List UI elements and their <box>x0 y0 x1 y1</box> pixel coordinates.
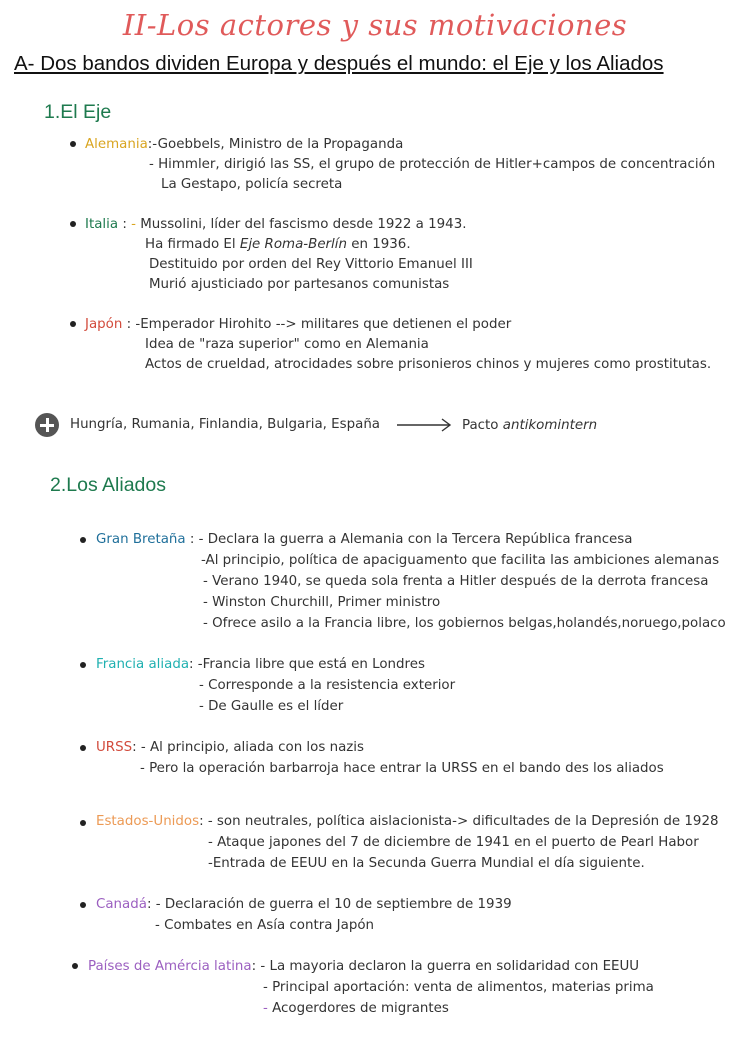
country-label-latam: Países de Amércia latina <box>88 959 252 974</box>
bullet <box>80 745 86 751</box>
item-text: : - Declara la guerra a Alemania con la Tercera República francesa <box>185 532 633 547</box>
plus-circle-icon <box>35 413 59 437</box>
page-subtitle: A- Dos bandos dividen Europa y después el mundo: el Eje y los Aliados <box>14 52 664 75</box>
item-text-italic: Eje Roma-Berlín <box>239 237 347 252</box>
item-text: : - La mayoria declaron la guerra en solidaridad con EEUU <box>251 959 640 974</box>
list-item-italia <box>85 215 466 235</box>
item-text: Acogerdores de migrantes <box>272 1001 449 1016</box>
extra-countries: Hungría, Rumania, Finlandia, Bulgaria, España <box>70 417 381 432</box>
item-text: - Verano 1940, se queda sola frenta a Hitler después de la derrota francesa <box>203 574 709 589</box>
bullet <box>80 662 86 668</box>
bullet <box>80 902 86 908</box>
list-item-canada <box>96 895 512 915</box>
bullet <box>80 820 86 826</box>
item-text: :-Goebbels, Ministro de la Propaganda <box>147 137 404 152</box>
bullet <box>70 321 76 327</box>
country-label-japon: Japón <box>85 317 123 332</box>
section-heading-aliados: 2.Los Aliados <box>50 474 167 496</box>
list-item-eeuu <box>96 812 718 832</box>
item-text: - Pero la operación barbarroja hace entrar la URSS en el bando des los aliados <box>140 761 664 776</box>
item-text: en 1936. <box>347 237 411 252</box>
item-text: La Gestapo, policía secreta <box>161 177 343 192</box>
item-text: -Al principio, política de apaciguamento que facilita las ambiciones alemanas <box>201 553 720 568</box>
item-text: : - son neutrales, política aislacionista-> dificultades de la Depresión de 1928 <box>199 814 719 829</box>
item-text: - Ataque japones del 7 de diciembre de 1941 en el puerto de Pearl Habor <box>208 835 699 850</box>
item-text: Murió ajusticiado por partesanos comunistas <box>149 277 450 292</box>
list-item-urss <box>96 738 364 758</box>
list-item-latam <box>88 957 639 977</box>
pact-name: antikomintern <box>502 418 598 433</box>
item-text: - Ofrece asilo a la Francia libre, los gobiernos belgas,holandés,noruego,polaco <box>203 616 726 631</box>
item-text: - Winston Churchill, Primer ministro <box>203 595 441 610</box>
item-text: : <box>118 217 132 232</box>
country-label-alemania: Alemania <box>85 137 148 152</box>
item-text: : - Declaración de guerra el 10 de septiembre de 1939 <box>146 897 512 912</box>
item-text <box>263 999 449 1019</box>
item-text: - De Gaulle es el líder <box>199 699 344 714</box>
list-item-alemania <box>85 135 403 155</box>
pact-text <box>462 416 597 436</box>
item-text: : -Emperador Hirohito --> militares que detienen el poder <box>122 317 512 332</box>
item-text: - Principal aportación: venta de alimentos, materias prima <box>263 980 654 995</box>
item-text: Actos de crueldad, atrocidades sobre prisonieros chinos y mujeres como prostitutas. <box>145 357 712 372</box>
list-item-japon <box>85 315 511 335</box>
item-text: Idea de "raza superior" como en Alemania <box>145 337 429 352</box>
item-text: - Corresponde a la resistencia exterior <box>199 678 456 693</box>
item-text: -Entrada de EEUU en la Secunda Guerra Mundial el día siguiente. <box>208 856 645 871</box>
item-text: Mussolini, líder del fascismo desde 1922 a 1943. <box>140 217 467 232</box>
item-dash: - <box>263 1001 273 1016</box>
section-heading-eje: 1.El Eje <box>44 101 112 123</box>
bullet <box>72 963 78 969</box>
item-text: Destituido por orden del Rey Vittorio Emanuel III <box>149 257 473 272</box>
item-text: : - Al principio, aliada con los nazis <box>132 740 365 755</box>
bullet <box>80 537 86 543</box>
country-label-canada: Canadá <box>96 897 147 912</box>
long-arrow-right-icon <box>395 417 455 433</box>
list-item-gran-bretana <box>96 530 632 550</box>
item-text: - Himmler, dirigió las SS, el grupo de protección de Hitler+campos de concentración <box>149 157 716 172</box>
page-title: II-Los actores y sus motivaciones <box>122 8 628 42</box>
bullet <box>70 221 76 227</box>
item-text <box>145 235 411 255</box>
country-label-italia: Italia <box>85 217 119 232</box>
country-label-gran-bretana: Gran Bretaña <box>96 532 186 547</box>
country-label-francia: Francia aliada <box>96 657 190 672</box>
pact-prefix: Pacto <box>462 418 503 433</box>
item-dash: - <box>131 217 141 232</box>
country-label-eeuu: Estados-Unidos <box>96 814 200 829</box>
item-text: - Combates en Asía contra Japón <box>155 918 374 933</box>
item-text: Ha firmado El <box>145 237 240 252</box>
item-text: : -Francia libre que está en Londres <box>189 657 425 672</box>
list-item-francia <box>96 655 425 675</box>
bullet <box>70 141 76 147</box>
country-label-urss: URSS <box>96 740 133 755</box>
